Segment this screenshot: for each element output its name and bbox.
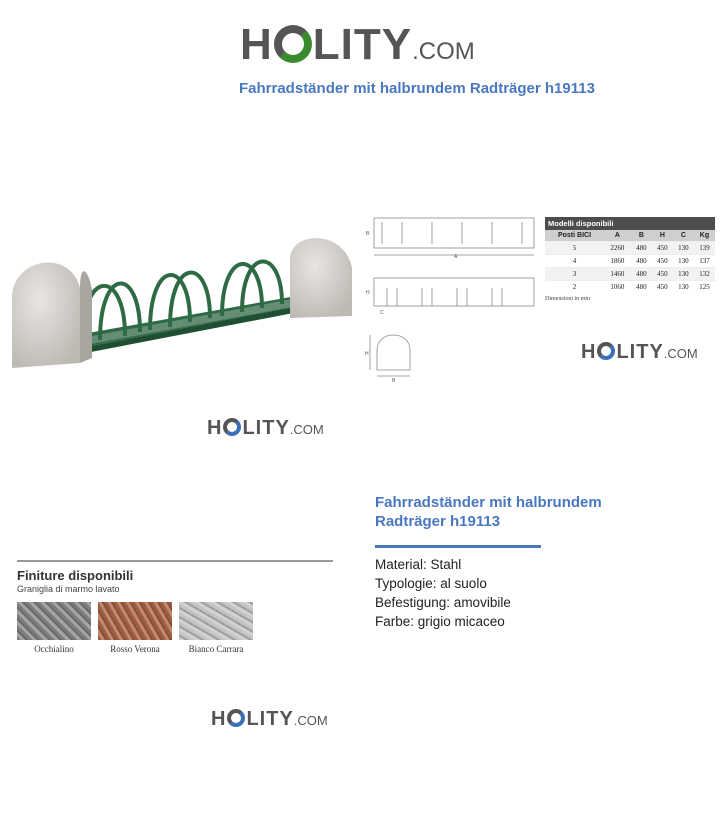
table-cell: 139 (694, 242, 715, 255)
col-header: H (652, 230, 673, 242)
spec-color: Farbe: grigio micaceo (375, 614, 505, 629)
spec-typology: Typologie: al suolo (375, 576, 487, 591)
swatch-bianco-carrara (179, 602, 253, 654)
models-header-row (545, 230, 715, 242)
table-cell: 450 (652, 281, 673, 294)
product-spec (375, 493, 675, 631)
logo-text-com: .COM (663, 346, 698, 361)
table-cell: 4 (545, 255, 604, 268)
logo-text-h: H (240, 20, 273, 69)
dim-b-label-top: B (366, 231, 370, 237)
table-cell: 2260 (604, 242, 631, 255)
logo-o-icon (597, 342, 615, 360)
table-cell: 480 (631, 281, 652, 294)
dimensions-note: Dimensioni in mm (545, 296, 590, 302)
finishes-subtitle: Graniglia di marmo lavato (17, 584, 120, 594)
table-cell: 480 (631, 242, 652, 255)
table-cell: 1060 (604, 281, 631, 294)
spec-material: Material: Stahl (375, 557, 462, 572)
logo-text-com: .COM (293, 713, 328, 728)
logo-text-h: H (207, 417, 223, 439)
logo-text-lity: LITY (246, 708, 294, 730)
swatch-label: Rosso Verona (110, 644, 160, 654)
logo-text-h: H (581, 341, 597, 363)
spec-divider (375, 545, 541, 548)
table-row (545, 281, 715, 294)
col-header: C (673, 230, 694, 242)
table-row (545, 268, 715, 281)
logo-text-com: .COM (289, 422, 324, 437)
table-cell: 130 (673, 281, 694, 294)
swatch-occhialino (17, 602, 91, 654)
logo-o-icon (274, 25, 312, 63)
logo-o-icon (227, 709, 245, 727)
finishes-panel (17, 560, 333, 654)
col-header: Posti BICI (545, 230, 604, 242)
models-table-title: Modelli disponibili (545, 217, 715, 230)
table-cell: 480 (631, 268, 652, 281)
spec-mounting: Befestigung: amovibile (375, 595, 511, 610)
swatch-chip (98, 602, 172, 640)
logo-text-com: .COM (412, 38, 475, 65)
models-table (545, 217, 715, 302)
holity-logo-small (581, 340, 698, 364)
table-cell: 137 (694, 255, 715, 268)
table-cell: 450 (652, 242, 673, 255)
logo-text-lity: LITY (616, 341, 664, 363)
logo-o-icon (223, 418, 241, 436)
table-row (545, 242, 715, 255)
swatch-rosso-verona (98, 602, 172, 654)
logo-text-h: H (211, 708, 227, 730)
swatch-chip (179, 602, 253, 640)
technical-drawing (362, 210, 544, 385)
table-cell: 450 (652, 255, 673, 268)
logo-text-lity: LITY (242, 417, 290, 439)
holity-logo (240, 20, 475, 70)
page-title: Fahrradständer mit halbrundem Radträger h19113 (239, 80, 595, 97)
table-cell: 1860 (604, 255, 631, 268)
table-cell: 1460 (604, 268, 631, 281)
table-cell: 2 (545, 281, 604, 294)
table-cell: 450 (652, 268, 673, 281)
swatch-label: Occhialino (34, 644, 74, 654)
table-cell: 130 (673, 255, 694, 268)
holity-logo-small (211, 707, 328, 731)
table-row (545, 255, 715, 268)
dim-h-label-side: H (365, 351, 369, 357)
models-grid (545, 230, 715, 293)
divider (17, 560, 333, 562)
table-cell: 125 (694, 281, 715, 294)
swatch-label: Bianco Carrara (188, 644, 244, 654)
table-cell: 5 (545, 242, 604, 255)
bike-rack-image (0, 228, 360, 378)
dim-a-label: A (454, 254, 458, 260)
spec-title: Fahrradständer mit halbrundem Radträger h19113 (375, 494, 602, 530)
col-header: A (604, 230, 631, 242)
swatch-list (17, 602, 333, 654)
table-cell: 132 (694, 268, 715, 281)
dim-b-label-side: B (392, 378, 396, 384)
table-cell: 480 (631, 255, 652, 268)
holity-logo-small (207, 416, 324, 440)
col-header: B (631, 230, 652, 242)
dim-c-label: C (380, 310, 384, 316)
col-header: Kg (694, 230, 715, 242)
dim-h-label: H (366, 290, 370, 296)
table-cell: 130 (673, 242, 694, 255)
finishes-title: Finiture disponibili (17, 568, 134, 583)
table-cell: 130 (673, 268, 694, 281)
swatch-chip (17, 602, 91, 640)
logo-text-lity: LITY (312, 20, 413, 69)
table-cell: 3 (545, 268, 604, 281)
